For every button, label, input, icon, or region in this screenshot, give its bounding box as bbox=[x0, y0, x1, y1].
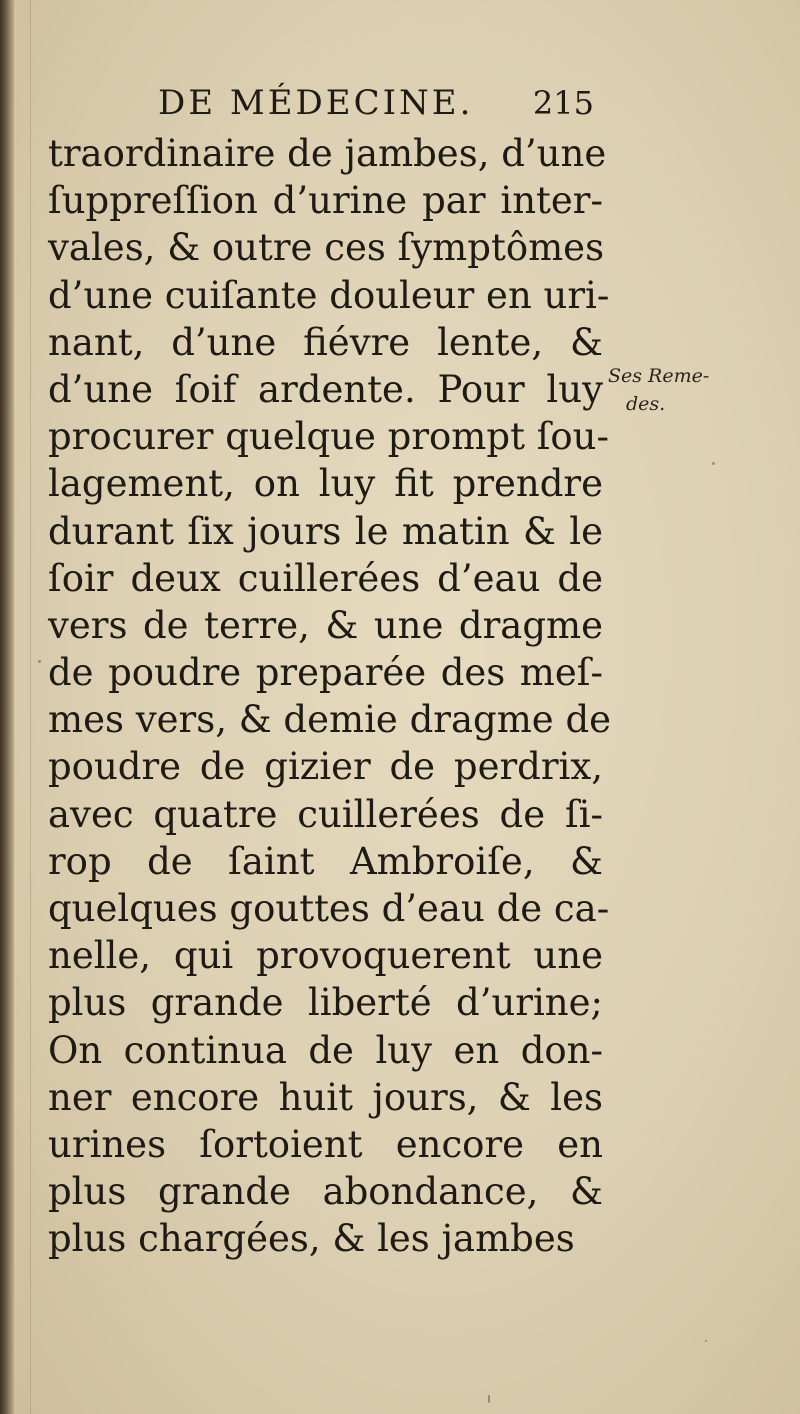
paper-speck bbox=[488, 1395, 490, 1403]
binding-gutter bbox=[0, 0, 14, 1414]
text-line: plus grande liberté d’urine; bbox=[48, 981, 603, 1025]
text-line: lagement, on luy fit prendre bbox=[48, 462, 603, 506]
text-line: procurer quelque prompt ſou- bbox=[48, 415, 609, 459]
margin-note bbox=[608, 362, 728, 418]
text-line: vales, & outre ces ſymptômes bbox=[48, 226, 605, 270]
text-line: ner encore huit jours, & les bbox=[48, 1075, 603, 1119]
text-line: d’une cuiſante douleur en uri- bbox=[48, 273, 610, 317]
text-line: ſoir deux cuillerées d’eau de bbox=[48, 556, 603, 600]
text-line: avec quatre cuillerées de ſi- bbox=[48, 792, 603, 836]
margin-note-line: Ses Reme- bbox=[608, 365, 710, 387]
paper-speck bbox=[712, 462, 715, 465]
text-line: mes vers, & demie dragme de bbox=[48, 698, 612, 742]
text-line: vers de terre, & une dragme bbox=[48, 603, 603, 647]
paper-speck bbox=[705, 1340, 707, 1342]
text-line: durant ſix jours le matin & le bbox=[48, 509, 603, 553]
text-line: ſuppreſſion d’urine par inter- bbox=[48, 179, 603, 223]
page-number: 215 bbox=[532, 84, 594, 122]
text-line: On continua de luy en don- bbox=[48, 1028, 603, 1072]
running-head: DE MÉDECINE. bbox=[158, 83, 474, 123]
page-fold-line bbox=[30, 0, 31, 1414]
text-line: urines ſortoient encore en bbox=[48, 1122, 603, 1166]
body-text bbox=[48, 130, 612, 1263]
text-line: nant, d’une fiévre lente, & bbox=[48, 320, 603, 364]
text-line: nelle, qui provoquerent une bbox=[48, 934, 603, 978]
text-line: de poudre preparée des meſ- bbox=[48, 651, 603, 695]
text-line: poudre de gizier de perdrix, bbox=[48, 745, 603, 789]
text-line: quelques gouttes d’eau de ca- bbox=[48, 887, 610, 930]
text-line: traordinaire de jambes, d’une bbox=[48, 132, 607, 175]
paper-speck bbox=[38, 660, 41, 663]
text-line: d’une ſoif ardente. Pour luy bbox=[48, 367, 603, 411]
text-line: rop de ſaint Ambroiſe, & bbox=[48, 839, 603, 883]
text-line: plus grande abondance, & bbox=[48, 1170, 603, 1214]
text-line: plus chargées, & les jambes bbox=[48, 1217, 575, 1261]
margin-note-line: des. bbox=[626, 393, 666, 415]
page-header bbox=[48, 80, 598, 126]
